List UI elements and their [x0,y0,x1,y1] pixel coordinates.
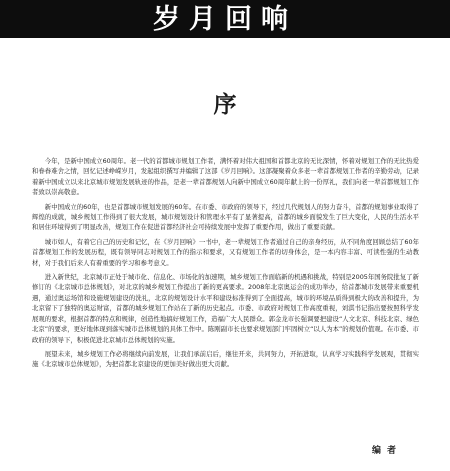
paragraph: 城市如人，有着它自己的历史和记忆，在《岁月回响》一书中，老一辈规划工作者通过自己的亲身经历，从不同角度回顾总结了60年首都规划工作的发展历程，既有领导同志对规划工作的指示和要求，又有规划工作者的切身体会，是一本内容丰富、可读性强的生动教材，对于我们后来人有着重要的学习和参考意义。 [32,237,419,267]
paragraph: 展望未来，城乡规划工作必将继续向前发展，让我们承前启后，继往开来，共同努力，开拓进取，认真学习实践科学发展观，贯彻实施《北京城市总体规划》，为把首都北京建设的更加美好做出更大贡献。 [32,349,419,369]
paragraph: 新中国成立的60年，也是首都城市规划发展的60年。在市委、市政府的领导下，经过几代规划人的努力奋斗，首都的规划事业取得了辉煌的成就，城乡规划工作得到了很大发展，城市规划设计和管理水平有了显著提高，首都的城乡面貌发生了巨大变化，人民的生活水平和居住环境得到了明显改善，规划工作在促进首都经济社会可持续发展中发挥了重要作用，做出了重要贡献。 [32,202,419,232]
preface-heading: 序 [213,91,237,118]
editor-signature: 编者 [371,446,402,456]
paragraph: 今年，是新中国成立60周年。老一代的首都城市规划工作者，满怀着对伟大祖国和首都北京的无比深情，怀着对规划工作的无比热爱和眷眷难舍之情，回忆记述峥嵘岁月，发起组织撰写并编辑了这部《岁月回响》。这部凝聚着众多老一辈首都规划工作者的辛勤劳动，记录着新中国成立以来北京城市规划发展轨迹的作品，是老一辈首都规划人向新中国成立60周年献上的一份厚礼，我们向老一辈首都规划工作者致以崇高敬意。 [32,157,419,197]
title-banner [0,0,450,38]
paragraph: 进入新世纪，北京城市正处于城市化、信息化、市场化的加速期，城乡规划工作面临新的机遇和挑战，特别是2005年国务院批复了新修订的《北京城市总体规划》，对北京的城乡规划工作提出了新的更高要求。2008年北京奥运会的成功举办，给首都城市发展带来重要机遇，通过奥运场馆和设施规划建设的洗礼，北京的规划设计水平和建设标准得到了全面提高，城市的环境品质得到极大的改善和提升，为北京留下了独特的奥运财富，首都的城乡规划工作站在了新的历史起点。市委、市政府对规划工作高度重视，刘淇书记指出要按照科学发展观的要求，根据首都的特点和规律，创造性地搞好规划工作，造福广大人民群众。郭金龙市长强调要把建设“人文北京、科技北京、绿色北京”的要求，更好地体现到落实城市总体规划的具体工作中。陈刚副市长也要求规划部门牢固树立“以人为本”的规划价值观。在市委、市政府的领导下，积极促进北京城市总体规划的实施。 [32,273,419,344]
preface-body [32,156,419,374]
book-title: 岁月回响 [153,3,297,35]
